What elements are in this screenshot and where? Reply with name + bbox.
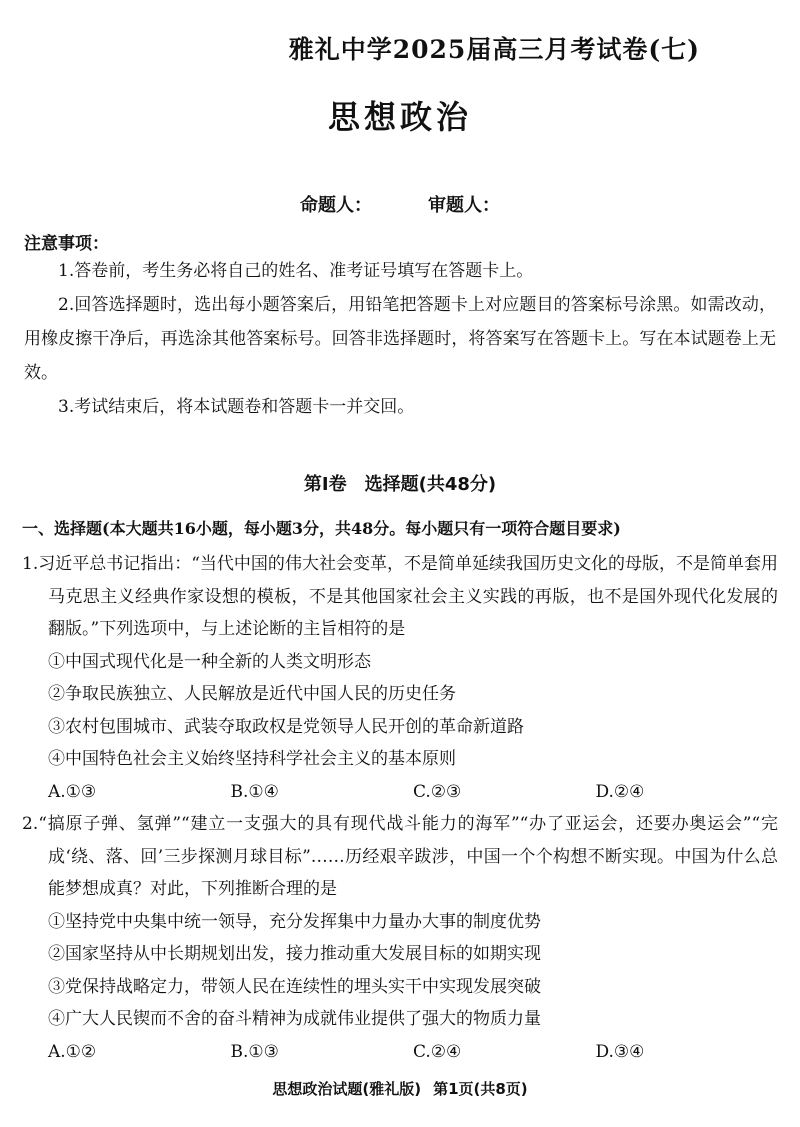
option-a: A.①②	[48, 1041, 97, 1062]
statement: ②争取民族独立、人民解放是近代中国人民的历史任务	[48, 684, 456, 704]
notice-list	[24, 254, 776, 424]
notice-heading: 注意事项：	[24, 234, 109, 254]
statement: ①坚持党中央集中统一领导，充分发挥集中力量办大事的制度优势	[48, 911, 541, 932]
answer-options	[22, 776, 778, 809]
question-2	[22, 808, 778, 1068]
answer-options	[22, 1036, 778, 1069]
statement: ④广大人民锲而不舍的奋斗精神为成就伟业提供了强大的物质力量	[48, 1009, 541, 1029]
volume-label: 第Ⅰ卷	[303, 474, 347, 495]
footer-page-info: 第1页(共8页)	[433, 1080, 528, 1098]
notice-item: 2.回答选择题时，选出每小题答案后，用铅笔把答题卡上对应题目的答案标号涂黑。如需改动，用橡皮擦干净后，再选涂其他答案标号。回答非选择题时，将答案写在答题卡上。写在本试题卷上无效。	[24, 295, 776, 383]
option-a: A.①③	[48, 781, 97, 802]
notice-item: 3.考试结束后，将本试题卷和答题卡一并交回。	[58, 397, 415, 417]
reviewer-label: 审题人：	[428, 195, 500, 216]
option-d: D.②④	[595, 781, 645, 802]
statement: ①中国式现代化是一种全新的人类文明形态	[48, 651, 371, 672]
section-title: 选择题(共48分)	[364, 474, 497, 495]
statement: ③农村包围城市、武装夺取政权是党领导人民开创的革命新道路	[48, 716, 524, 737]
option-c: C.②③	[413, 781, 462, 802]
statement: ③党保持战略定力，带领人民在连续性的埋头实干中实现发展突破	[48, 976, 541, 997]
statement: ②国家坚持从中长期规划出发，接力推动重大发展目标的如期实现	[48, 944, 541, 964]
subject-title: 思想政治	[327, 98, 472, 136]
question-stem: 2.“搞原子弹、氢弹”“建立一支强大的具有现代战斗能力的海军”“办了亚运会，还要办奥运会”“完成‘绕、落、回’三步探测月球目标”……历经艰辛跋涉，中国一个个构想不断实现。中国为什么总能梦想成真？对此，下列推断合理的是	[22, 814, 778, 899]
footer-exam-name: 思想政治试题(雅礼版)	[272, 1080, 422, 1098]
school-exam-title: 雅礼中学2025届高三月考试卷(七)	[288, 35, 700, 64]
option-b: B.①③	[230, 1041, 279, 1062]
page-footer	[0, 1078, 800, 1099]
option-c: C.②④	[413, 1041, 462, 1062]
setter-label: 命题人：	[300, 195, 372, 216]
authors-line	[0, 191, 800, 217]
section-heading	[0, 470, 800, 496]
statement: ④中国特色社会主义始终坚持科学社会主义的基本原则	[48, 749, 456, 769]
question-stem: 1.习近平总书记指出：“当代中国的伟大社会变革，不是简单延续我国历史文化的母版，不是简单套用马克思主义经典作家设想的模板，不是其他国家社会主义实践的再版，也不是国外现代化发展的翻版。”下列选项中，与上述论断的主旨相符的是	[22, 554, 778, 639]
option-d: D.③④	[595, 1041, 645, 1062]
question-1	[22, 548, 778, 808]
notice-item: 1.答卷前，考生务必将自己的姓名、准考证号填写在答题卡上。	[58, 261, 534, 281]
part-heading: 一、选择题(本大题共16小题，每小题3分，共48分。每小题只有一项符合题目要求)	[22, 519, 621, 538]
option-b: B.①④	[230, 781, 279, 802]
